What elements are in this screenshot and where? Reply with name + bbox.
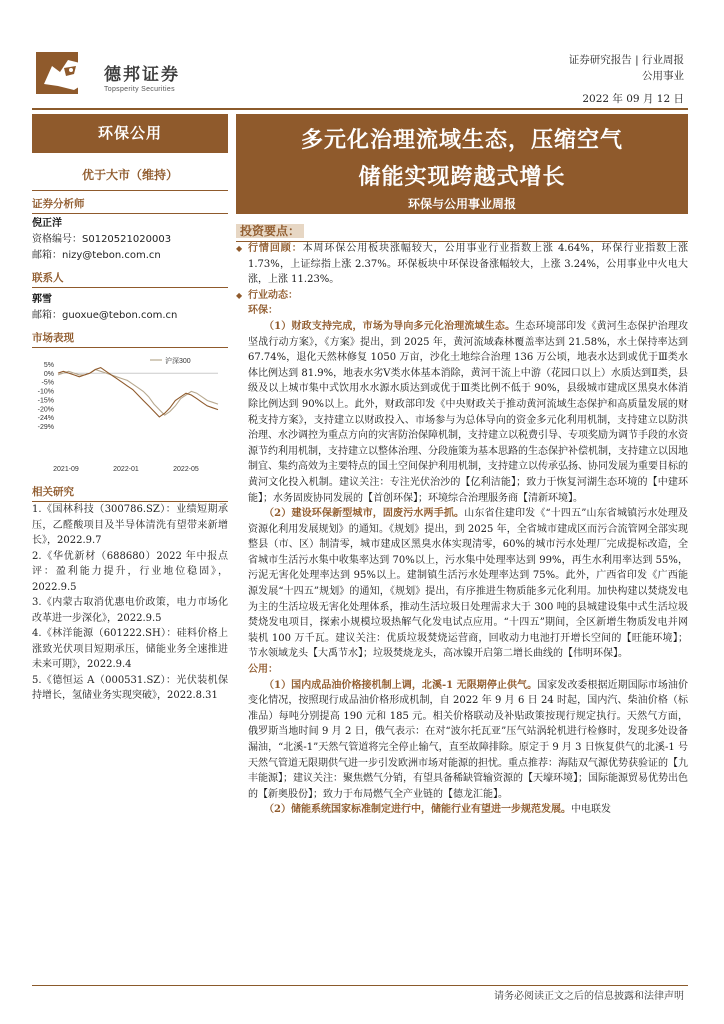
x-tick-label: 2022-05 <box>173 465 199 473</box>
related-item[interactable]: 5.《德恒运 A（000531.SZ）：光伏装机保持增长，氢储业务实现突破》，2022.8.31 <box>32 674 228 701</box>
rating-divider <box>32 190 228 191</box>
report-title-line2: 储能实现跨越式增长 <box>358 165 566 190</box>
util-item-1 <box>236 678 688 803</box>
util-label: 公用： <box>248 664 278 676</box>
env-label: 环保： <box>248 305 278 317</box>
legend-label: 沪深300 <box>165 358 191 365</box>
analyst-email[interactable]: 邮箱：nizy@tebon.com.cn <box>32 250 161 261</box>
env-item-1-head: （1）财政支持完成，市场为导向多元化治理流域生态。 <box>264 320 516 332</box>
sector-label: 环保公用 <box>32 114 228 153</box>
util-item-2-text: 中电联发 <box>570 804 611 816</box>
report-industry: 公用事业 <box>642 70 684 82</box>
market-chart-svg <box>32 356 228 473</box>
market-chart <box>32 356 228 473</box>
y-tick-label: -15% <box>37 397 54 405</box>
brand <box>104 60 180 93</box>
analyst-name: 倪正洋 <box>32 218 62 229</box>
dynamics-label: ◆ 行业动态： <box>236 288 688 304</box>
util-item-1-head: （1）国内成品油价格接机制上调，北溪-1 无限期停止供气。 <box>264 679 538 691</box>
footer-disclaimer: 请务必阅读正文之后的信息披露和法律声明 <box>494 991 684 1002</box>
related-item[interactable]: 4.《林洋能源（601222.SH）：硅料价格上涨致光伏项目短期承压，储能业务全速推进未来可期》，2022.9.4 <box>32 628 228 670</box>
review-text: 本周环保公用板块涨幅较大，公用事业行业指数上涨 4.64%，环保行业指数上涨 1.73%，上证综指上涨 2.37%。环保板块中环保设备涨幅较大，上涨 3.24%，公用事业中火电大涨，上涨 11.23%。 <box>248 243 689 286</box>
y-tick-label: -5% <box>41 379 54 387</box>
tebon-logo-icon <box>34 50 94 98</box>
header-divider <box>32 108 688 110</box>
footer-divider <box>32 985 688 986</box>
rating: 优于大市（维持） <box>81 168 178 182</box>
analyst-cert: 资格编号：S0120521020003 <box>32 234 172 245</box>
report-meta <box>569 52 684 84</box>
report-title-line1: 多元化治理流域生态，压缩空气 <box>300 128 623 153</box>
y-tick-label: -20% <box>37 406 54 414</box>
util-item-2-head: （2）储能系统国家标准制定进行中，储能行业有望进一步规范发展。 <box>264 804 571 816</box>
related-section-title: 相关研究 <box>32 484 228 502</box>
related-item[interactable]: 3.《内蒙古取消优惠电价政策，电力市场化改革进一步深化》，2022.9.5 <box>32 597 228 624</box>
report-title-box <box>236 114 688 214</box>
y-tick-label: 0% <box>43 370 54 378</box>
market-section-title: 市场表现 <box>32 330 228 348</box>
util-item-2 <box>236 802 688 818</box>
x-tick-label: 2021-09 <box>53 465 79 473</box>
y-tick-label: 5% <box>43 362 54 369</box>
util-item-1-text: 国家发改委根据近期国际市场油价变化情况，按照现行成品油价格形成机制，自 2022 年 9 月 6 日 24 时起，国内汽、柴油价格（标准品）每吨分别提高 190 元和 185 元。相关价格联动及补贴政策按现行规定执行。天然气方面，俄罗斯当地时间 9 月 2 日，俄气表示：在对“波尔托瓦亚”压气站涡轮机进行检修时，发现多处设备漏油，“北溪-1”天然气管道将完全停止输气，直至故障排除。原定于 9 月 3 日恢复供气的北溪-1 号天然气管道无限期供气进一步引发欧洲市场对能源的担忧。重点推荐：海陆双气源优势获验证的【九丰能源】；建议关注：聚焦燃气分销，有望具备稀缺管输资源的【天壕环境】；国际能源贸易优势出色的【新奥股份】；致力于布局燃气全产业链的【德龙汇能】。 <box>248 679 688 800</box>
env-item-2-head: （2）建设环保新型城市，固废污水两手抓。 <box>264 508 465 520</box>
analyst-info <box>32 216 228 264</box>
report-type: 证券研究报告 | 行业周报 <box>568 54 684 66</box>
env-item-1 <box>236 319 688 506</box>
related-list <box>32 502 228 704</box>
contact-email[interactable]: 邮箱：guoxue@tebon.com.cn <box>32 310 178 321</box>
related-item[interactable]: 1.《国林科技（300786.SZ）：业绩短期承压，乙醛酸项目及半导体清洗有望带来新增长》，2022.9.7 <box>32 504 228 546</box>
related-item[interactable]: 2.《华优新材（688680）2022 年中报点评：盈利能力提升，行业地位稳固》，2022.9.5 <box>32 550 228 593</box>
env-item-2 <box>236 506 688 662</box>
contact-section-title: 联系人 <box>32 270 228 288</box>
env-item-2-text: 山东省住建印发《“十四五”山东省城镇污水处理及资源化利用发展规划》的通知。《规划》提出，到 2025 年，全省城市建成区而污合流管网全部实现整县（市、区）制清零，城市建成区黑臭水体实现清零，60%的城市污水处理厂完成提标改造，全省城市生活污水集中收集率达到 70%以上，污水集中处理率达到 99%，再生水利用率达到 55%，污泥无害化处理率达到 95%以上。建制镇生活污水处理率达到 75%。此外，广西省印发《广西能源发展“十四五”规划》的通知，《规划》提出，有序推进生物质能多元化利用。加快构建以焚烧发电为主的生活垃圾无害化处理体系，推动生活垃圾日处理需求大于 300 吨的县城建设集中式生活垃圾焚烧发电项目，探索小规模垃圾热解气化发电试点应用。“十四五”期间，全区新增生物质发电并网装机 100 万千瓦。建议关注：优质垃圾焚烧运营商，回收动力电池打开增长空间的【旺能环境】；节水领域龙头【大禹节水】；垃圾焚烧龙头，高冰镍开启第二增长曲线的【伟明环保】。 <box>248 508 688 660</box>
market-review <box>236 241 688 288</box>
y-tick-label: -24% <box>37 415 54 423</box>
brand-name-en: Topsperity Securities <box>104 86 175 93</box>
y-tick-label: -10% <box>37 388 54 396</box>
report-subtitle: 环保与公用事业周报 <box>407 197 516 211</box>
report-date: 2022 年 09 月 12 日 <box>582 93 684 105</box>
analyst-section-title: 证券分析师 <box>32 196 228 214</box>
brand-name: 德邦证券 <box>104 65 180 85</box>
contact-name: 郭雪 <box>32 294 52 305</box>
contact-info <box>32 292 228 324</box>
y-tick-label: -29% <box>37 424 54 431</box>
investment-points-heading <box>236 222 688 242</box>
env-item-1-text: 生态环境部印发《黄河生态保护治理攻坚战行动方案》，《方案》提出，到 2025 年，黄河流域森林覆盖率达到 21.58%，水土保持率达到 67.74%，退化天然林修复 1050 万亩，沙化土地综合治理 136 万公顷，地表水达到或优于Ⅲ类水体比例达到 81.9%，地表水劣Ⅴ类水体基本消除，黄河干流上中游（花园口以上）水质达到Ⅱ类，县级及以上城市集中式饮用水水源水质达到或优于Ⅲ类比例不低于 90%，县级城市建成区黑臭水体消除比例达到 90%以上。此外，财政部印发《中央财政关于推动黄河流域生态保护和高质量发展的财税支持方案》，支持建立以财政投入、市场参与为总体导向的资金多元化利用机制，支持建立以防洪治理、水沙调控为重点方向的灾害防治保障机制，支持建立以税费引导、专项奖励为调节手段的水资源节约利用机制，支持建立以整体治理、分段施策为基本思路的生态保护补偿机制，支持建立以因地制宜、集约高效为主要特点的国土空间保护利用机制，支持建立以传承弘扬、协同发展为重要目标的黄河文化投入机制。建议关注：专注光伏治沙的【亿利洁能】；致力于恢复河湖生态环境的【中建环能】；水务固废协同发展的【首创环保】；环境综合治理服务商【清新环境】。 <box>248 320 688 504</box>
report-body <box>236 241 688 818</box>
investment-points-label: 投资要点： <box>236 224 304 238</box>
review-label: 行情回顾： <box>248 243 303 254</box>
x-tick-label: 2022-01 <box>113 465 139 473</box>
